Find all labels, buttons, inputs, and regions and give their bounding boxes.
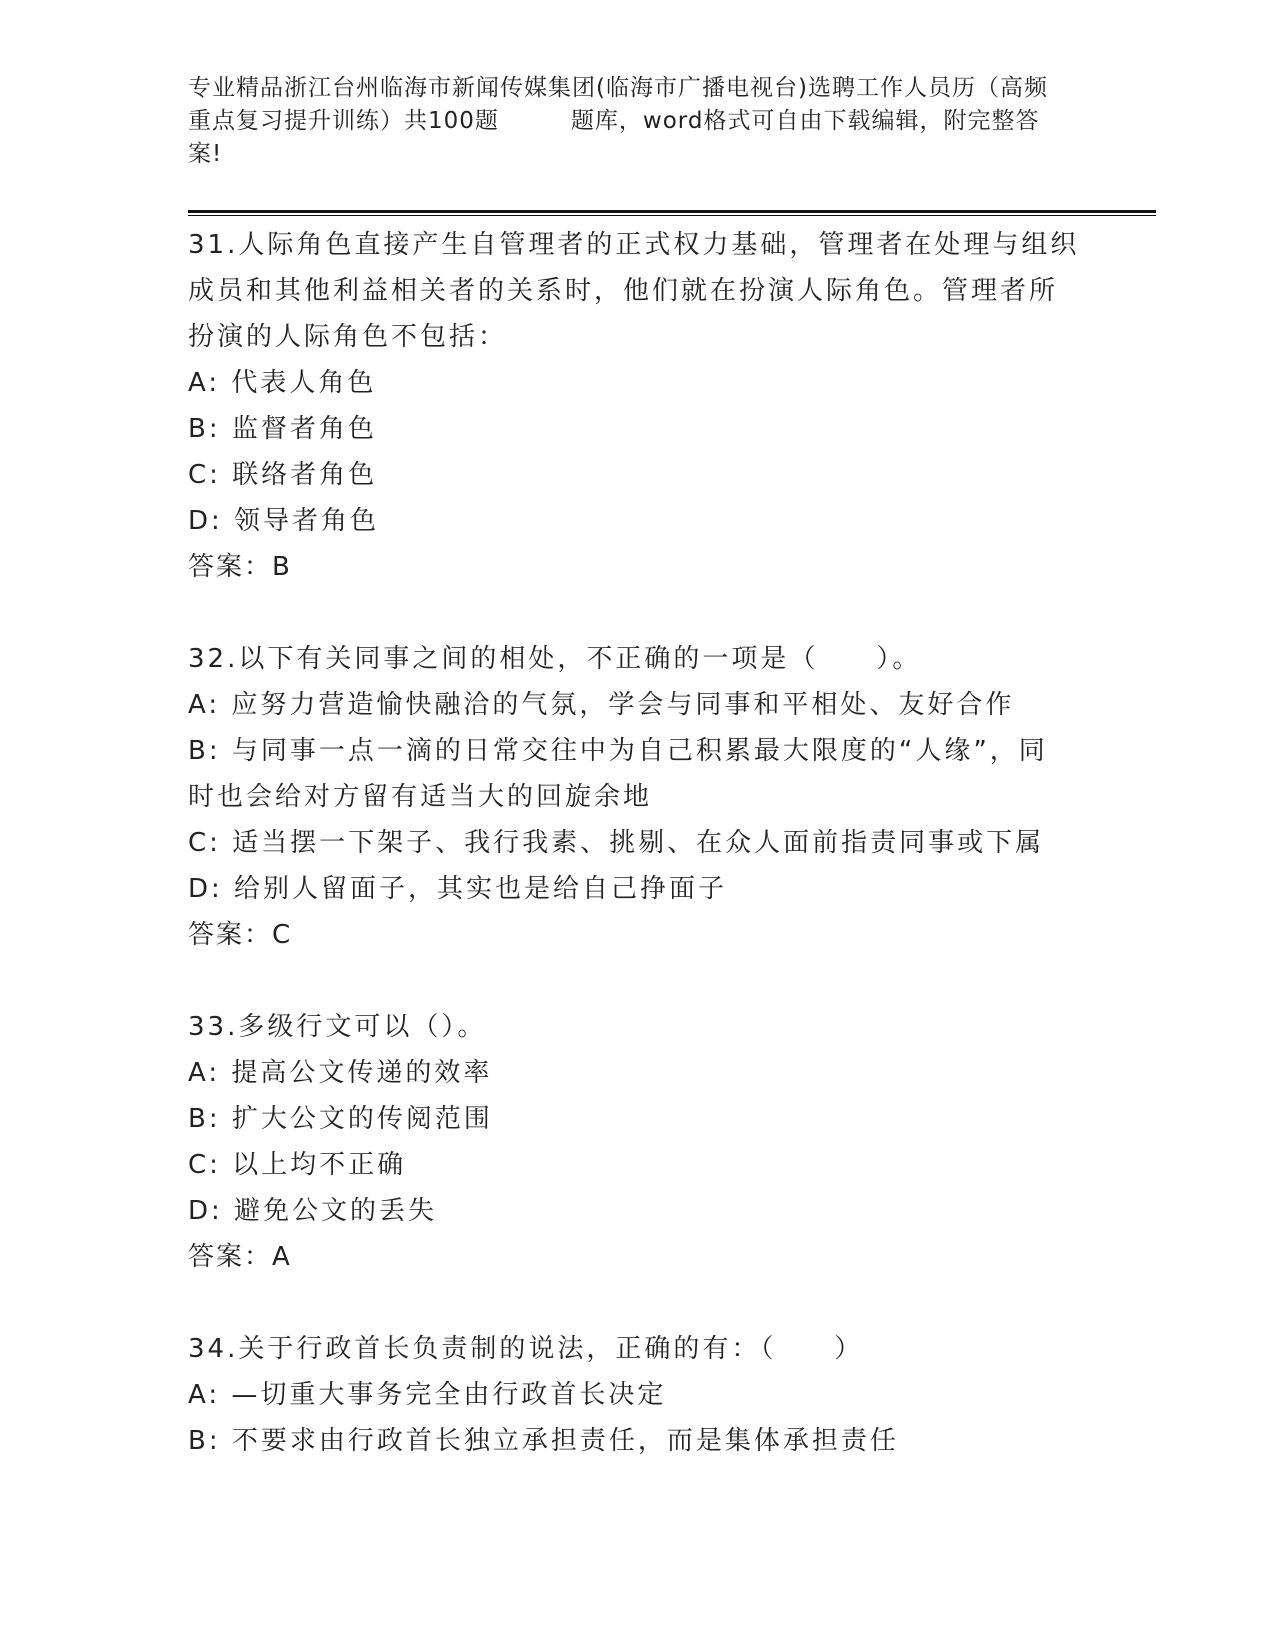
answer-line: 答案：C bbox=[188, 920, 293, 950]
question-list bbox=[188, 222, 1088, 1464]
question-spacer bbox=[188, 590, 1088, 636]
question-stem-line: 34.关于行政首长负责制的说法，正确的有：（ ） bbox=[188, 1334, 864, 1364]
question-stem-line: 扮演的人际角色不包括： bbox=[188, 322, 508, 352]
option-d: D: 给别人留面子，其实也是给自己挣面子 bbox=[188, 874, 728, 904]
document-header bbox=[188, 72, 1088, 171]
question-stem-line: 33.多级行文可以（）。 bbox=[188, 1012, 487, 1042]
option-a: A: 代表人角色 bbox=[188, 368, 377, 398]
option-b: B: 扩大公文的传阅范围 bbox=[188, 1104, 493, 1134]
question-34 bbox=[188, 1326, 1088, 1464]
header-line-2b: 题库，word格式可自由下载编辑，附完整答 bbox=[570, 108, 1040, 134]
question-spacer bbox=[188, 958, 1088, 1004]
option-d: D: 避免公文的丢失 bbox=[188, 1196, 438, 1226]
option-a: A: 应努力营造愉快融洽的气氛，学会与同事和平相处、友好合作 bbox=[188, 690, 1015, 720]
header-divider-thin bbox=[188, 215, 1156, 216]
option-c: C: 联络者角色 bbox=[188, 460, 378, 490]
option-c: C: 以上均不正确 bbox=[188, 1150, 407, 1180]
header-divider-thick bbox=[188, 210, 1156, 213]
option-d: D: 领导者角色 bbox=[188, 506, 380, 536]
question-31 bbox=[188, 222, 1088, 590]
question-33 bbox=[188, 1004, 1088, 1280]
header-line-2 bbox=[188, 105, 1088, 138]
option-b: B: 与同事一点一滴的日常交往中为自己积累最大限度的“人缘”，同 bbox=[188, 736, 1048, 766]
header-line-1: 专业精品浙江台州临海市新闻传媒集团(临海市广播电视台)选聘工作人员历（高频 bbox=[188, 75, 1048, 101]
option-b: B: 不要求由行政首长独立承担责任，而是集体承担责任 bbox=[188, 1426, 899, 1456]
option-b-continued: 时也会给对方留有适当大的回旋余地 bbox=[188, 782, 653, 812]
option-c: C: 适当摆一下架子、我行我素、挑剔、在众人面前指责同事或下属 bbox=[188, 828, 1045, 858]
question-stem-line: 成员和其他利益相关者的关系时，他们就在扮演人际角色。管理者所 bbox=[188, 276, 1059, 306]
header-line-3: 案! bbox=[188, 141, 223, 167]
option-b: B: 监督者角色 bbox=[188, 414, 377, 444]
question-stem-line: 32.以下有关同事之间的相处，不正确的一项是（ ）。 bbox=[188, 644, 922, 674]
answer-line: 答案：B bbox=[188, 552, 292, 582]
question-spacer bbox=[188, 1280, 1088, 1326]
option-a: A: 提高公文传递的效率 bbox=[188, 1058, 493, 1088]
header-line-2a: 重点复习提升训练）共100题 bbox=[188, 108, 499, 134]
question-stem-line: 31.人际角色直接产生自管理者的正式权力基础，管理者在处理与组织 bbox=[188, 230, 1080, 260]
question-32 bbox=[188, 636, 1088, 958]
answer-line: 答案：A bbox=[188, 1242, 292, 1272]
option-a: A: —切重大事务完全由行政首长决定 bbox=[188, 1380, 667, 1410]
